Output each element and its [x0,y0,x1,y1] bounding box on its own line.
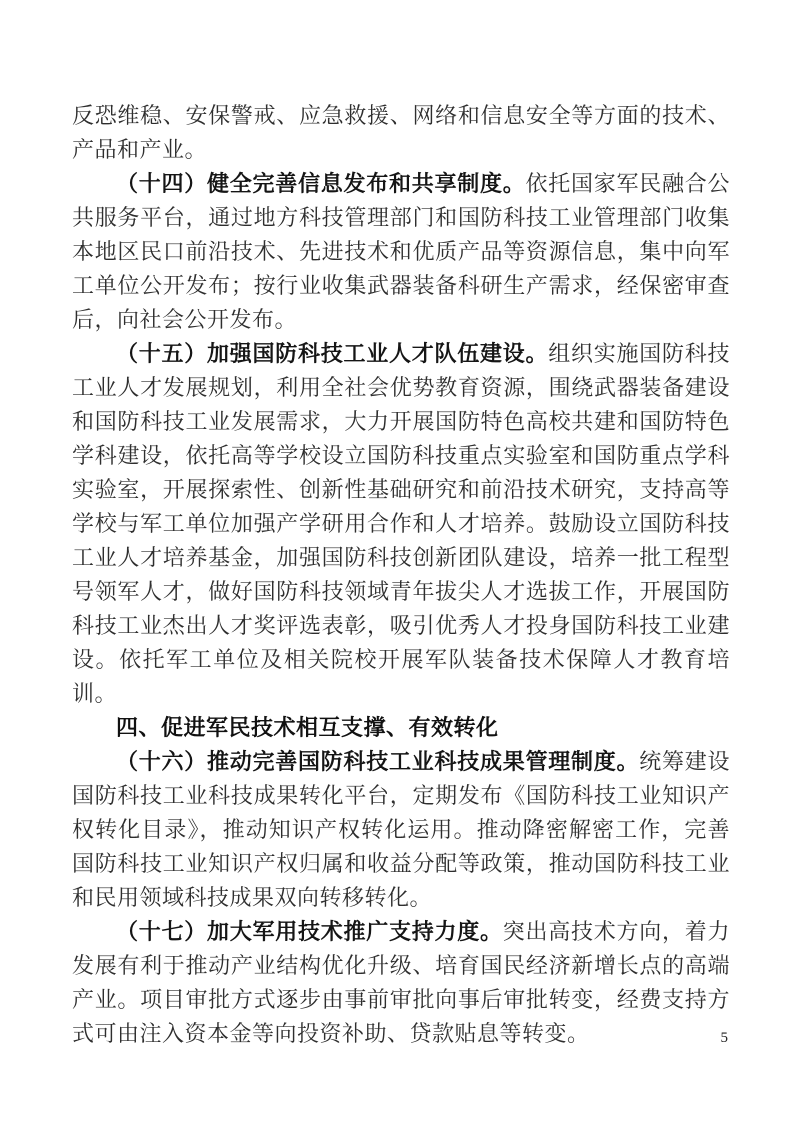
paragraph-continued: 反恐维稳、安保警戒、应急救援、网络和信息安全等方面的技术、产品和产业。 [72,103,730,162]
paragraph-item-17-lead: （十七）加大军用技术推广支持力度。 [116,919,503,944]
paragraph-item-15-body: 组织实施国防科技工业人才发展规划，利用全社会优势教育资源，围绕武器装备建设和国防科技工业发展需求，大力开展国防特色高校共建和国防特色学科建设，依托高等学校设立国防科技重点实验室和国防重点学科实验室，开展探索性、创新性基础研究和前沿技术研究，支持高等学校与军工单位加强产学研用合作和人才培养。鼓励设立国防科技工业人才培养基金，加强国防科技创新团队建设，培养一批工程型号领军人才，做好国防科技领域青年拔尖人才选拔工作，开展国防科技工业杰出人才奖评选表彰，吸引优秀人才投身国防科技工业建设。依托军工单位及相关院校开展军队装备技术保障人才教育培训。 [72,341,730,706]
document-body [72,99,730,1051]
paragraph-item-17-body: 突出高技术方向，着力发展有利于推动产业结构优化升级、培育国民经济新增长点的高端产业。项目审批方式逐步由事前审批向事后审批转变，经费支持方式可由注入资本金等向投资补助、贷款贴息等转变。 [72,919,730,1046]
paragraph-item-16 [72,745,730,915]
paragraph-item-14-lead: （十四）健全完善信息发布和共享制度。 [116,171,526,196]
paragraph-item-14-body: 依托国家军民融合公共服务平台，通过地方科技管理部门和国防科技工业管理部门收集本地区民口前沿技术、先进技术和优质产品等资源信息，集中向军工单位公开发布；按行业收集武器装备科研生产需求，经保密审查后，向社会公开发布。 [72,171,730,332]
paragraph-item-15-lead: （十五）加强国防科技工业人才队伍建设。 [116,341,549,366]
paragraph-item-16-body: 统筹建设国防科技工业科技成果转化平台，定期发布《国防科技工业知识产权转化目录》，推动知识产权转化运用。推动降密解密工作，完善国防科技工业知识产权归属和收益分配等政策，推动国防科技工业和民用领域科技成果双向转移转化。 [72,749,730,910]
paragraph-item-17 [72,915,730,1051]
paragraph-item-14 [72,167,730,337]
section-heading-4: 四、促进军民技术相互支撑、有效转化 [116,715,499,740]
paragraph-item-16-lead: （十六）推动完善国防科技工业科技成果管理制度。 [116,749,640,774]
paragraph-item-15 [72,337,730,711]
page-number: 5 [720,1030,728,1046]
